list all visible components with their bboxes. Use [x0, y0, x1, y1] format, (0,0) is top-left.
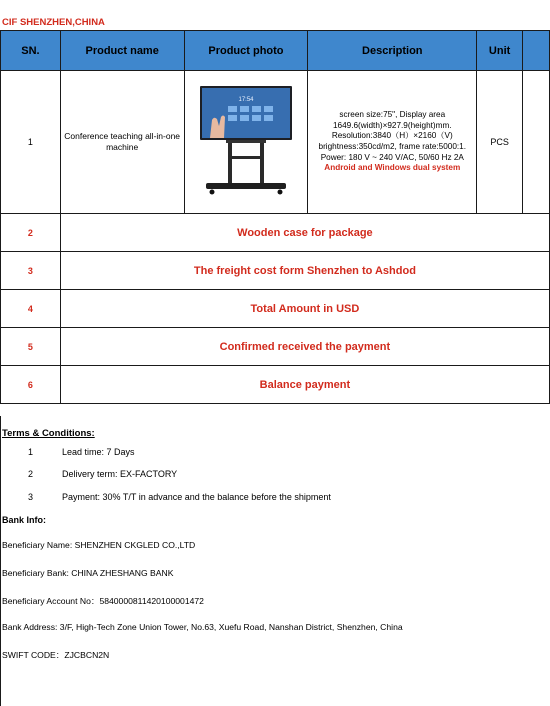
header-product-photo: Product photo [184, 31, 308, 71]
table-row [1, 71, 550, 214]
header-unit: Unit [477, 31, 523, 71]
quotation-table [0, 30, 550, 404]
row-sn: 6 [1, 366, 61, 404]
row-label: The freight cost form Shenzhen to Ashdod [60, 252, 549, 290]
row-sn: 4 [1, 290, 61, 328]
table-row [1, 214, 550, 252]
bank-info-title: Bank Info: [2, 515, 46, 525]
term-text: Lead time: 7 Days [62, 447, 135, 457]
beneficiary-name: Beneficiary Name: SHENZHEN CKGLED CO.,LTD [2, 540, 196, 550]
beneficiary-bank: Beneficiary Bank: CHINA ZHESHANG BANK [2, 568, 174, 578]
term-number: 2 [28, 469, 34, 479]
description-line: Power: 180 V ~ 240 V/AC, 50/60 Hz 2A [320, 152, 464, 162]
product-name: Conference teaching all-in-one machine [60, 71, 184, 214]
row-label: Wooden case for package [60, 214, 549, 252]
term-text: Delivery term: EX-FACTORY [62, 469, 178, 479]
row-sn: 2 [1, 214, 61, 252]
row-sn: 3 [1, 252, 61, 290]
empty-cell [523, 71, 550, 214]
description-highlight: Android and Windows dual system [324, 163, 461, 173]
left-border [0, 416, 1, 706]
beneficiary-account: Beneficiary Account No：5840000811420100001472 [2, 596, 204, 606]
description-line: Resolution:3840（H）×2160（V) [331, 131, 453, 141]
product-description [308, 71, 477, 214]
term-number: 3 [28, 492, 34, 502]
row-sn: 5 [1, 328, 61, 366]
table-row [1, 290, 550, 328]
row-label: Confirmed received the payment [60, 328, 549, 366]
swift-code: SWIFT CODE：ZJCBCN2N [2, 650, 110, 660]
page-title: CIF SHENZHEN,CHINA [2, 17, 105, 28]
term-number: 1 [28, 447, 34, 457]
row-sn: 1 [1, 71, 61, 214]
table-row [1, 328, 550, 366]
interactive-display-image [198, 84, 294, 196]
table-row [1, 366, 550, 404]
term-text: Payment: 30% T/T in advance and the balance before the shipment [62, 492, 331, 502]
terms-title: Terms & Conditions: [2, 428, 95, 439]
row-label: Balance payment [60, 366, 549, 404]
header-extra [523, 31, 550, 71]
screen-clock: 17:54 [238, 96, 254, 103]
header-sn: SN. [1, 31, 61, 71]
bank-address: Bank Address: 3/F, High-Tech Zone Union Tower, No.63, Xuefu Road, Nanshan District, Shenzhen, China [2, 622, 403, 632]
product-photo [184, 71, 308, 214]
description-line: 1649.6(width)×927.9(height)mm. [332, 120, 452, 130]
product-unit: PCS [477, 71, 523, 214]
header-product-name: Product name [60, 31, 184, 71]
description-line: brightness:350cd/m2, frame rate:5000:1. [318, 142, 466, 151]
header-description: Description [308, 31, 477, 71]
description-line: screen size:75", Display area [339, 110, 446, 120]
table-header-row [1, 31, 550, 71]
row-label: Total Amount in USD [60, 290, 549, 328]
table-row [1, 252, 550, 290]
